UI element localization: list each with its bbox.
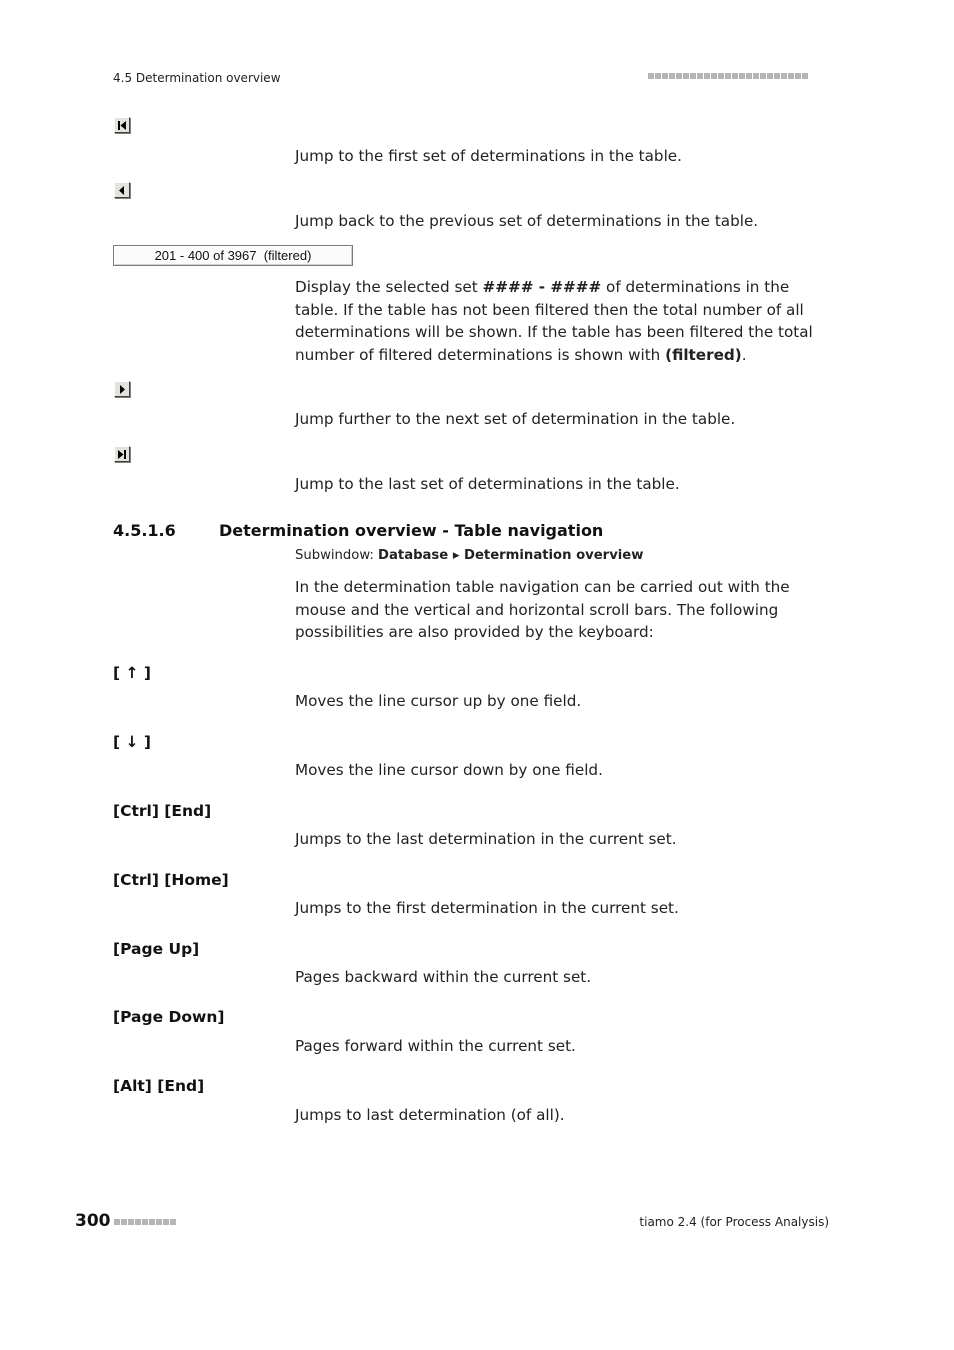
key-down-description: Moves the line cursor down by one field. — [295, 761, 603, 779]
section-number: 4.5.1.6 — [113, 521, 176, 540]
key-alt-end-description: Jumps to last determination (of all). — [295, 1106, 565, 1124]
next-set-description: Jump further to the next set of determination in the table. — [295, 410, 736, 428]
next-set-icon — [118, 385, 126, 394]
previous-set-icon — [118, 186, 126, 195]
range-display-description: Display the selected set #### - #### of determinations in the table. If the table has not been filtered then the total number of all determinations will be shown. If the table has been filtered the total number of filtered determinations is shown with (filtered). — [295, 278, 813, 364]
first-set-description: Jump to the first set of determinations in the table. — [295, 147, 682, 165]
key-alt-end: [Alt] [End] — [113, 1077, 205, 1095]
key-ctrl-home: [Ctrl] [Home] — [113, 871, 229, 889]
key-page-up: [Page Up] — [113, 940, 200, 958]
last-set-description: Jump to the last set of determinations in the table. — [295, 475, 680, 493]
key-ctrl-home-description: Jumps to the first determination in the current set. — [295, 899, 679, 917]
next-set-button[interactable] — [114, 381, 130, 397]
range-display-field: 201 - 400 of 3967 (filtered) — [113, 245, 353, 266]
footer-product: tiamo 2.4 (for Process Analysis) — [639, 1215, 829, 1229]
last-set-button[interactable] — [114, 446, 130, 462]
previous-set-description: Jump back to the previous set of determinations in the table. — [295, 212, 759, 230]
first-set-icon — [117, 121, 127, 130]
previous-set-button[interactable] — [114, 182, 130, 198]
key-page-up-description: Pages backward within the current set. — [295, 968, 592, 986]
subwindow-path: Subwindow: Database ▸ Determination overview — [295, 548, 644, 563]
key-ctrl-end: [Ctrl] [End] — [113, 802, 212, 820]
section-intro: In the determination table navigation can be carried out with the mouse and the vertical and horizontal scroll bars. The following possibilities are also provided by the keyboard: — [295, 578, 790, 641]
page-number: 300 — [75, 1211, 111, 1231]
footer-decoration — [114, 1219, 176, 1225]
section-title: Determination overview - Table navigation — [219, 521, 604, 540]
key-up-description: Moves the line cursor up by one field. — [295, 692, 582, 710]
first-set-button[interactable] — [114, 117, 130, 133]
key-page-down-description: Pages forward within the current set. — [295, 1037, 576, 1055]
key-down: [ ↓ ] — [113, 733, 151, 751]
last-set-icon — [117, 450, 127, 459]
key-ctrl-end-description: Jumps to the last determination in the current set. — [295, 830, 677, 848]
header-decoration — [648, 73, 808, 79]
running-header-section: 4.5 Determination overview — [113, 71, 281, 85]
key-up: [ ↑ ] — [113, 664, 151, 682]
key-page-down: [Page Down] — [113, 1008, 225, 1026]
